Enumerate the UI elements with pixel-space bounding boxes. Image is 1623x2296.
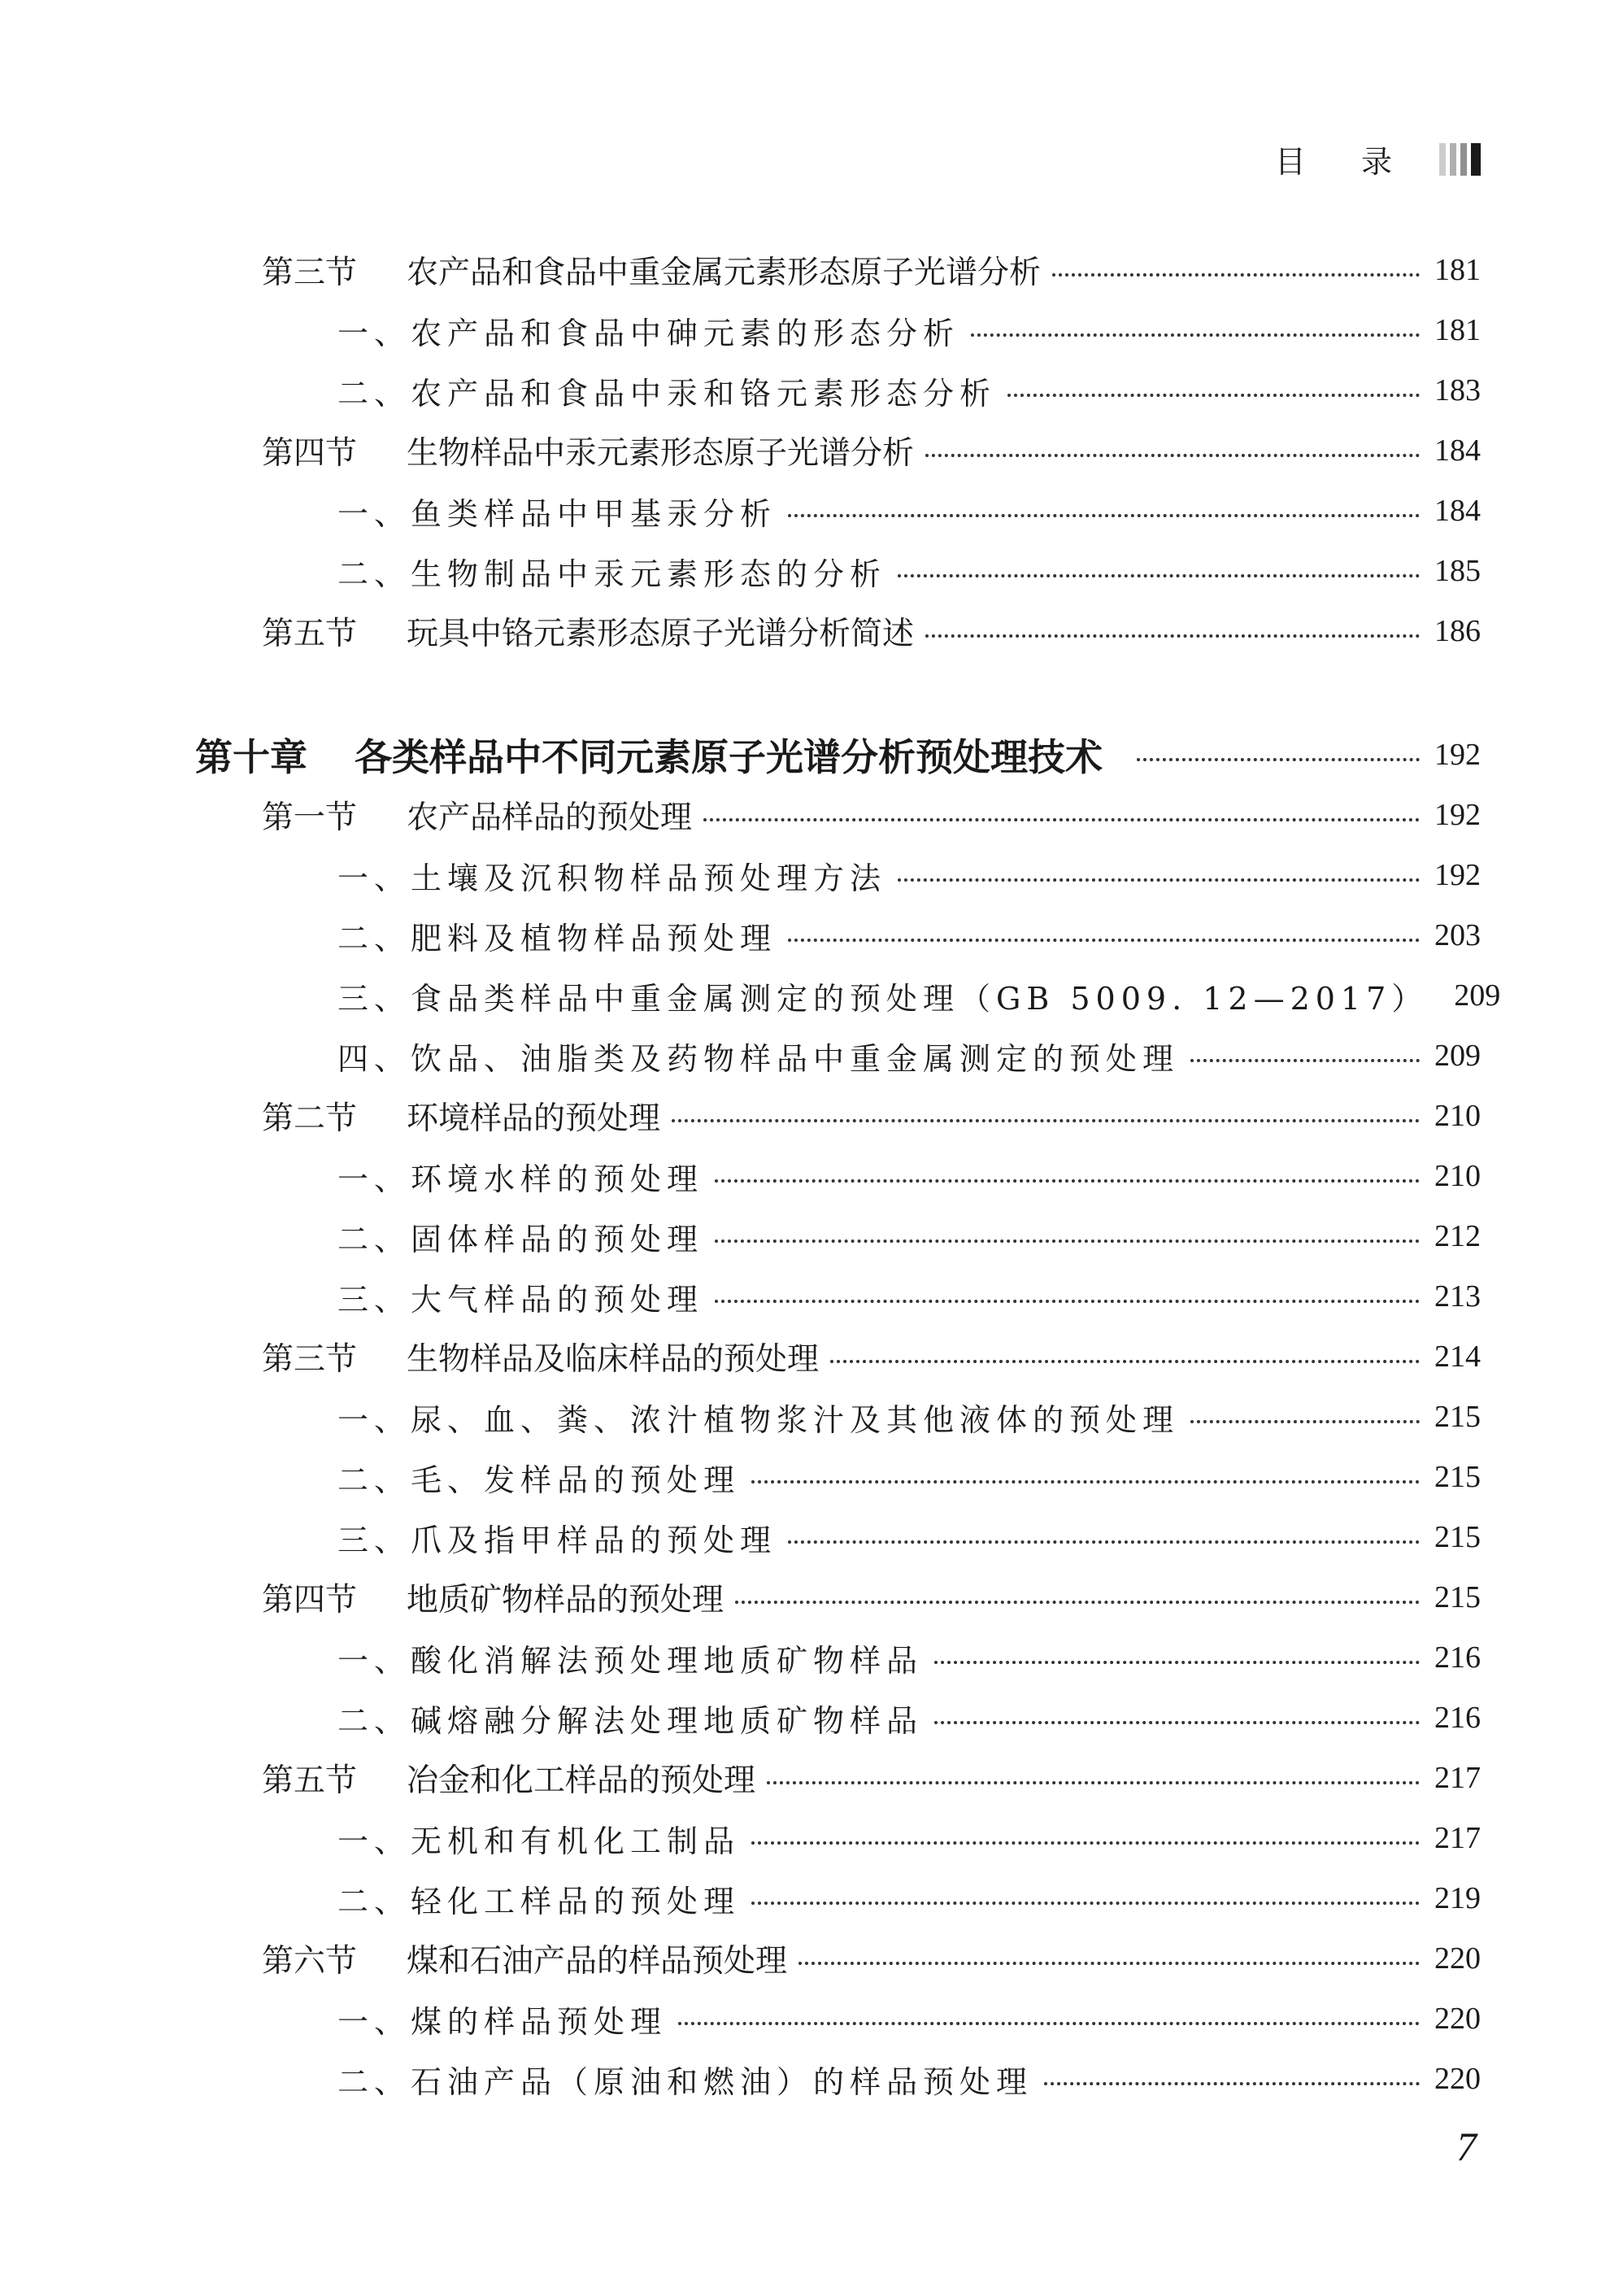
toc-entry-page: 183: [1434, 373, 1481, 407]
toc-entry-title: [337, 1274, 715, 1319]
toc-entry-title: [262, 247, 1052, 293]
toc-entry-text: 一、煤的样品预处理: [337, 2003, 668, 2040]
toc-entry-page: 216: [1434, 1640, 1481, 1675]
toc-entry-title: [337, 489, 788, 534]
toc-subsection-entry: [0, 1633, 1481, 1682]
toc-entry-page: 217: [1434, 1821, 1481, 1855]
dot-leader: [1190, 1059, 1420, 1062]
toc-entry-text: 二、肥料及植物样品预处理: [337, 920, 777, 956]
dot-leader: [678, 2022, 1420, 2025]
toc-entry-title: [337, 549, 898, 594]
toc-entry-title: [337, 1395, 1190, 1440]
header-bar: [1460, 143, 1467, 176]
toc-entry-text: 一、尿、血、粪、浓汁植物浆汁及其他液体的预处理: [337, 1401, 1180, 1438]
dot-leader: [703, 818, 1420, 821]
toc-entry-text: 一、农产品和食品中砷元素的形态分析: [337, 315, 960, 351]
toc-entry-title: [337, 2057, 1044, 2102]
toc-subsection-entry: [0, 1874, 1481, 1923]
toc-entry-text: 各类样品中不同元素原子光谱分析预处理技术: [355, 735, 1103, 779]
toc-entry-number: 第五节: [262, 616, 358, 652]
toc-entry-number: 第一节: [262, 799, 358, 836]
toc-entry-title: [337, 1154, 715, 1199]
toc-section-entry: [0, 1091, 1481, 1140]
toc-section-entry: [0, 607, 1481, 656]
toc-entry-page: 185: [1434, 554, 1481, 588]
toc-entry-number: 第四节: [262, 435, 358, 472]
toc-subsection-entry: [0, 1212, 1481, 1261]
toc-entry-text: 二、石油产品（原油和燃油）的样品预处理: [337, 2063, 1033, 2100]
dot-leader: [1137, 758, 1420, 761]
toc-entry-text: 三、爪及指甲样品的预处理: [337, 1522, 777, 1558]
toc-entry-text: 二、生物制品中汞元素形态的分析: [337, 555, 887, 592]
toc-entry-title: [337, 974, 1439, 1018]
dot-leader: [925, 634, 1420, 638]
toc-entry-title: [337, 1876, 751, 1921]
toc-subsection-entry: [0, 1392, 1481, 1441]
toc-entry-title: [262, 792, 703, 838]
dot-leader: [767, 1781, 1420, 1784]
toc-entry-text: 环境样品的预处理: [407, 1100, 661, 1137]
toc-subsection-entry: [0, 366, 1481, 415]
toc-entry-page: 209: [1434, 1039, 1481, 1073]
toc-entry-number: 第三节: [262, 255, 358, 291]
header-bar: [1471, 143, 1481, 176]
dot-leader: [672, 1119, 1420, 1122]
toc-entry-text: 农产品样品的预处理: [407, 799, 693, 836]
dot-leader: [751, 1480, 1420, 1483]
toc-entry-page: 203: [1434, 918, 1481, 952]
toc-entry-text: 二、碱熔融分解法处理地质矿物样品: [337, 1702, 924, 1739]
dot-leader: [830, 1360, 1420, 1363]
toc-entry-text: 一、环境水样的预处理: [337, 1161, 704, 1197]
running-header: [1275, 137, 1481, 181]
toc-entry-page: 213: [1434, 1279, 1481, 1314]
toc-entry-title: [337, 1997, 678, 2041]
toc-subsection-entry: [0, 1152, 1481, 1200]
dot-leader: [735, 1601, 1420, 1604]
toc-entry-number: 第五节: [262, 1762, 358, 1799]
header-bars-decoration: [1439, 143, 1481, 176]
toc-entry-title: [337, 308, 971, 353]
toc-entry-page: 215: [1434, 1520, 1481, 1554]
dot-leader: [715, 1239, 1420, 1243]
dot-leader: [934, 1721, 1420, 1724]
toc-entry-page: 184: [1434, 494, 1481, 528]
toc-subsection-entry: [0, 1814, 1481, 1863]
toc-subsection-entry: [0, 1453, 1481, 1501]
toc-subsection-entry: [0, 306, 1481, 355]
toc-entry-page: 209: [1454, 978, 1501, 1013]
toc-entry-text: 二、固体样品的预处理: [337, 1221, 704, 1257]
toc-entry-text: 生物样品及临床样品的预处理: [407, 1341, 820, 1378]
toc-entry-title: [337, 1515, 788, 1560]
toc-entry-title: [337, 1636, 934, 1680]
toc-entry-page: 192: [1434, 738, 1481, 772]
toc-section-entry: [0, 1332, 1481, 1381]
dot-leader: [751, 1902, 1420, 1905]
toc-entry-page: 192: [1434, 858, 1481, 892]
toc-entry-text: 农产品和食品中重金属元素形态原子光谱分析: [407, 255, 1042, 291]
toc-entry-text: 一、鱼类样品中甲基汞分析: [337, 495, 777, 532]
toc-entry-text: 冶金和化工样品的预处理: [407, 1762, 756, 1799]
toc-entry-page: 215: [1434, 1580, 1481, 1614]
toc-entry-text: 三、食品类样品中重金属测定的预处理（GB 5009. 12—2017）: [337, 980, 1429, 1017]
dot-leader: [1007, 394, 1420, 397]
toc-section-entry: [0, 426, 1481, 475]
toc-subsection-entry: [0, 547, 1481, 595]
toc-entry-page: 181: [1434, 253, 1481, 287]
toc-entry-page: 217: [1434, 1761, 1481, 1795]
dot-leader: [971, 333, 1420, 337]
toc-subsection-entry: [0, 1994, 1481, 2043]
toc-entry-text: 二、毛、发样品的预处理: [337, 1462, 741, 1498]
toc-entry-page: 220: [1434, 2062, 1481, 2096]
toc-subsection-entry: [0, 971, 1501, 1020]
toc-entry-title: [337, 1696, 934, 1741]
toc-entry-page: 215: [1434, 1400, 1481, 1434]
toc-entry-page: 216: [1434, 1701, 1481, 1735]
toc-entry-page: 184: [1434, 433, 1481, 468]
toc-entry-number: 第三节: [262, 1341, 358, 1378]
toc-entry-text: 一、无机和有机化工制品: [337, 1823, 741, 1859]
toc-section-entry: [0, 1754, 1481, 1802]
toc-section-entry: [0, 1573, 1481, 1622]
toc-section-entry: [0, 791, 1481, 839]
toc-entry-page: 220: [1434, 2002, 1481, 2036]
toc-entry-page: 220: [1434, 1941, 1481, 1976]
toc-section-entry: [0, 1934, 1481, 1983]
toc-entry-title: [337, 1214, 715, 1259]
toc-entry-title: [337, 368, 1007, 413]
toc-entry-title: [262, 1755, 767, 1801]
toc-entry-page: 181: [1434, 313, 1481, 347]
page-number: 7: [1456, 2124, 1477, 2169]
toc-subsection-entry: [0, 1693, 1481, 1742]
header-title: 目 录: [1274, 144, 1415, 180]
toc-entry-page: 186: [1434, 614, 1481, 648]
toc-subsection-entry: [0, 2054, 1481, 2103]
toc-entry-page: 192: [1434, 798, 1481, 832]
toc-subsection-entry: [0, 911, 1481, 960]
toc-entry-text: 四、饮品、油脂类及药物样品中重金属测定的预处理: [337, 1040, 1180, 1077]
dot-leader: [1044, 2082, 1420, 2085]
dot-leader: [788, 939, 1420, 942]
toc-section-entry: [0, 246, 1481, 294]
toc-entry-title: [337, 1455, 751, 1500]
toc-entry-title: [262, 1093, 672, 1139]
toc-entry-page: 214: [1434, 1340, 1481, 1374]
toc-subsection-entry: [0, 1272, 1481, 1321]
toc-entry-text: 二、农产品和食品中汞和铬元素形态分析: [337, 375, 997, 412]
toc-entry-title: [262, 608, 925, 654]
toc-entry-text: 玩具中铬元素形态原子光谱分析简述: [407, 616, 915, 652]
toc-entry-page: 215: [1434, 1460, 1481, 1494]
toc-chapter-entry: [0, 730, 1481, 779]
toc-entry-title: [262, 1575, 735, 1620]
toc-entry-text: 三、大气样品的预处理: [337, 1281, 704, 1318]
toc-entry-text: 二、轻化工样品的预处理: [337, 1883, 741, 1919]
dot-leader: [788, 1540, 1420, 1544]
dot-leader: [798, 1962, 1420, 1965]
toc-entry-title: [337, 1034, 1190, 1078]
dot-leader: [715, 1179, 1420, 1183]
header-bar: [1450, 143, 1456, 176]
toc-entry-text: 一、酸化消解法预处理地质矿物样品: [337, 1642, 924, 1679]
toc-subsection-entry: [0, 486, 1481, 535]
toc-entry-number: 第四节: [262, 1582, 358, 1619]
dot-leader: [898, 574, 1420, 577]
dot-leader: [898, 878, 1420, 882]
toc-entry-title: [262, 1334, 830, 1379]
toc-entry-title: [262, 428, 925, 473]
toc-subsection-entry: [0, 1031, 1481, 1080]
toc-entry-title: [337, 1816, 751, 1861]
toc-entry-title: [262, 1936, 798, 1981]
dot-leader: [1052, 273, 1420, 277]
dot-leader: [751, 1841, 1420, 1845]
toc-entry-title: [337, 913, 788, 958]
toc-entry-page: 219: [1434, 1881, 1481, 1915]
toc-entry-number: 第六节: [262, 1943, 358, 1980]
toc-entry-text: 生物样品中汞元素形态原子光谱分析: [407, 435, 915, 472]
dot-leader: [934, 1661, 1420, 1664]
header-bar: [1439, 143, 1446, 176]
toc-entry-page: 212: [1434, 1219, 1481, 1253]
dot-leader: [715, 1300, 1420, 1303]
toc-subsection-entry: [0, 1513, 1481, 1562]
dot-leader: [925, 454, 1420, 457]
toc-entry-text: 一、土壤及沉积物样品预处理方法: [337, 860, 887, 896]
toc-entry-number: 第二节: [262, 1100, 358, 1137]
dot-leader: [1190, 1420, 1420, 1423]
dot-leader: [788, 514, 1420, 517]
toc-entry-text: 地质矿物样品的预处理: [407, 1582, 724, 1619]
toc-entry-title: [195, 728, 1114, 782]
toc-subsection-entry: [0, 851, 1481, 900]
toc-entry-title: [337, 853, 898, 898]
toc-entry-page: 210: [1434, 1099, 1481, 1133]
toc-entry-number: 第十章: [195, 735, 307, 779]
toc-entry-text: 煤和石油产品的样品预处理: [407, 1943, 788, 1980]
toc-entry-page: 210: [1434, 1159, 1481, 1193]
